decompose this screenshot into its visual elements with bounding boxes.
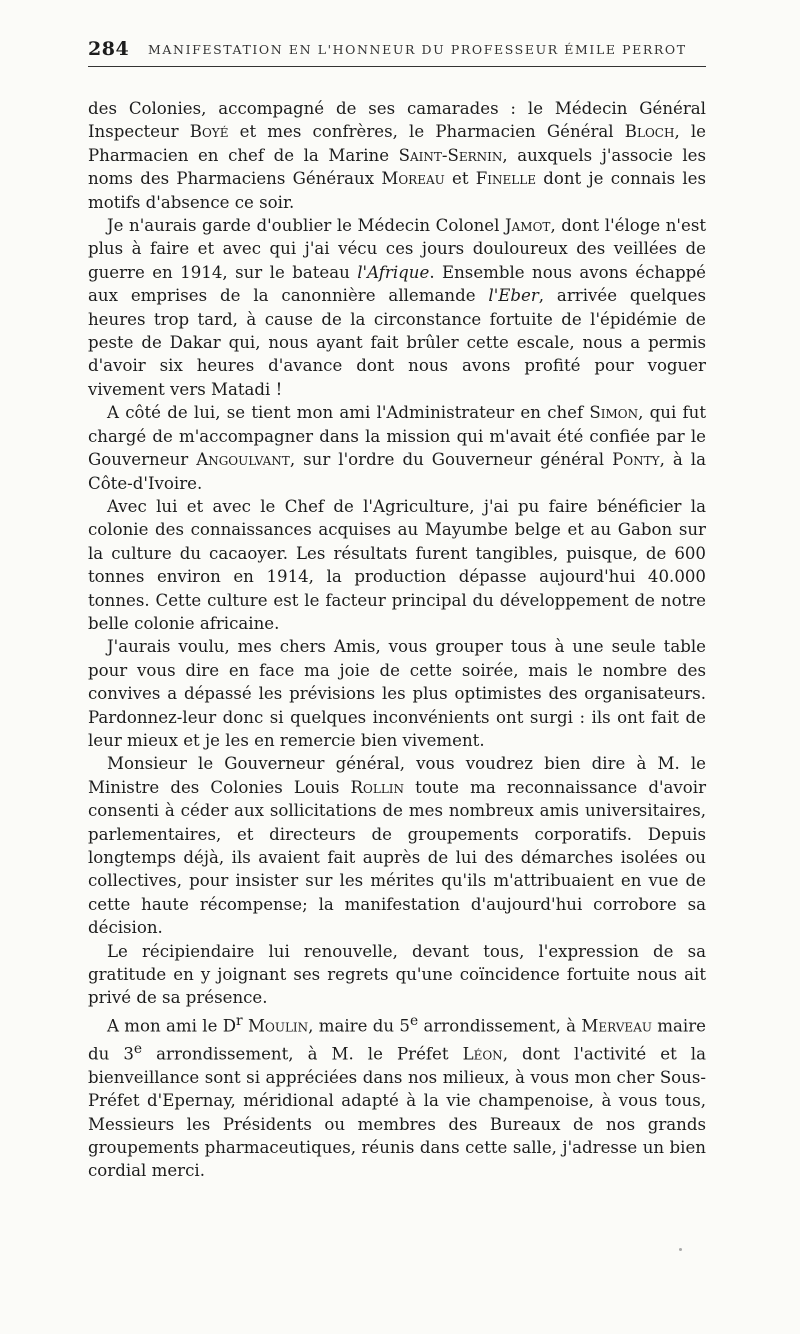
ship-name: l'Afrique: [357, 262, 430, 282]
paragraph: Le récipiendaire lui renouvelle, devant tous, l'expression de sa gratitude en y joignant ses regrets qu'une coïncidence fortuite nous ait privé de sa présence.: [88, 941, 706, 1008]
paragraph: A mon ami le $D^r$ Moulin, maire du 5e arrondissement, à Merveau maire du 3e arrondissement, à M. le Préfet Léon, dont l'activité et la bienveillance sont si appréciées dans nos milieux, à vous mon cher Sous-Préfet d'Epernay, méridional adapté à la vie champenoise, à vous tous, Messieurs les Présidents ou membres des Bureaux de nos grands groupements pharmaceutiques, réunis dans cette salle, j'adresse un bien cordial merci.: [88, 1012, 706, 1181]
person-name: Boyé: [189, 122, 229, 142]
page-number: 284: [88, 38, 130, 60]
person-name: Saint-Sernin: [398, 145, 503, 165]
person-name: Jamot: [504, 216, 551, 236]
paragraph: A côté de lui, se tient mon ami l'Administrateur en chef Simon, qui fut chargé de m'accompagner dans la mission qui m'avait été confiée par le Gouverneur Angoulvant, sur l'ordre du Gouverneur général Ponty, à la Côte-d'Ivoire.: [88, 403, 707, 493]
ship-name: l'Eber: [488, 286, 539, 306]
running-title: MANIFESTATION EN L'HONNEUR DU PROFESSEUR ÉMILE PERROT: [148, 42, 687, 57]
superscript: e: [133, 1040, 143, 1057]
paragraph: des Colonies, accompagné de ses camarades : le Médecin Général Inspecteur Boyé et mes confrères, le Pharmacien Général Bloch, le Pharmacien en chef de la Marine Saint-Sernin, auxquels j'associe les noms des Pharmaciens Généraux Moreau et Finelle dont je connais les motifs d'absence ce soir.: [88, 99, 706, 212]
person-name: Moulin: [248, 1016, 309, 1036]
person-name: Moreau: [381, 169, 445, 189]
paper-speck: [679, 1248, 682, 1251]
paragraph: Je n'aurais garde d'oublier le Médecin Colonel Jamot, dont l'éloge n'est plus à faire et avec qui j'ai vécu ces jours douloureux des veillées de guerre en 1914, sur le bateau l'Afrique. Ensemble nous avons échappé aux emprises de la canonnière allemande l'Eber, arrivée quelques heures trop tard, à cause de la circonstance fortuite de l'épidémie de peste de Dakar qui, nous ayant fait brûler cette escale, nous a permis d'avoir six heures d'avance dont nous avons profité pour voguer vivement vers Matadi !: [88, 216, 707, 399]
superscript: r: [236, 1012, 243, 1029]
paragraph: J'aurais voulu, mes chers Amis, vous grouper tous à une seule table pour vous dire en face ma joie de cette soirée, mais le nombre des convives a dépassé les prévisions les plus optimistes des organisateurs. Pardonnez-leur donc si quelques inconvénients ont surgi : ils ont fait de leur mieux et je les en remercie bien vivement.: [88, 637, 706, 750]
person-name: Rollin: [350, 777, 405, 797]
person-name: Bloch: [624, 122, 675, 142]
person-name: Angoulvant: [196, 450, 290, 470]
paragraph: Avec lui et avec le Chef de l'Agriculture, j'ai pu faire bénéficier la colonie des connaissances acquises au Mayumbe belge et au Gabon sur la culture du cacaoyer. Les résultats furent tangibles, puisque, de 600 tonnes environ en 1914, la production dépasse aujourd'hui 40.000 tonnes. Cette culture est le facteur principal du développement de notre belle colonie africaine.: [88, 496, 706, 633]
running-head: [88, 38, 706, 68]
person-name: Ponty: [612, 450, 660, 470]
person-name: Finelle: [475, 169, 536, 189]
person-name: Simon: [589, 403, 639, 423]
header-rule: [88, 66, 706, 67]
book-page: [88, 38, 706, 1183]
body-text: [88, 97, 706, 1183]
person-name: Léon: [462, 1044, 503, 1064]
person-name: Merveau: [581, 1016, 652, 1036]
superscript: e: [409, 1012, 419, 1029]
paragraph: Monsieur le Gouverneur général, vous voudrez bien dire à M. le Ministre des Colonies Louis Rollin toute ma reconnaissance d'avoir consenti à céder aux sollicitations de mes nombreux amis universitaires, parlementaires, et directeurs de groupements corporatifs. Depuis longtemps déjà, ils avaient fait auprès de lui des démarches isolées ou collectives, pour insister sur les mérites qu'ils m'attribuaient en vue de cette haute récompense; la manifestation d'aujourd'hui corrobore sa décision.: [88, 754, 706, 938]
